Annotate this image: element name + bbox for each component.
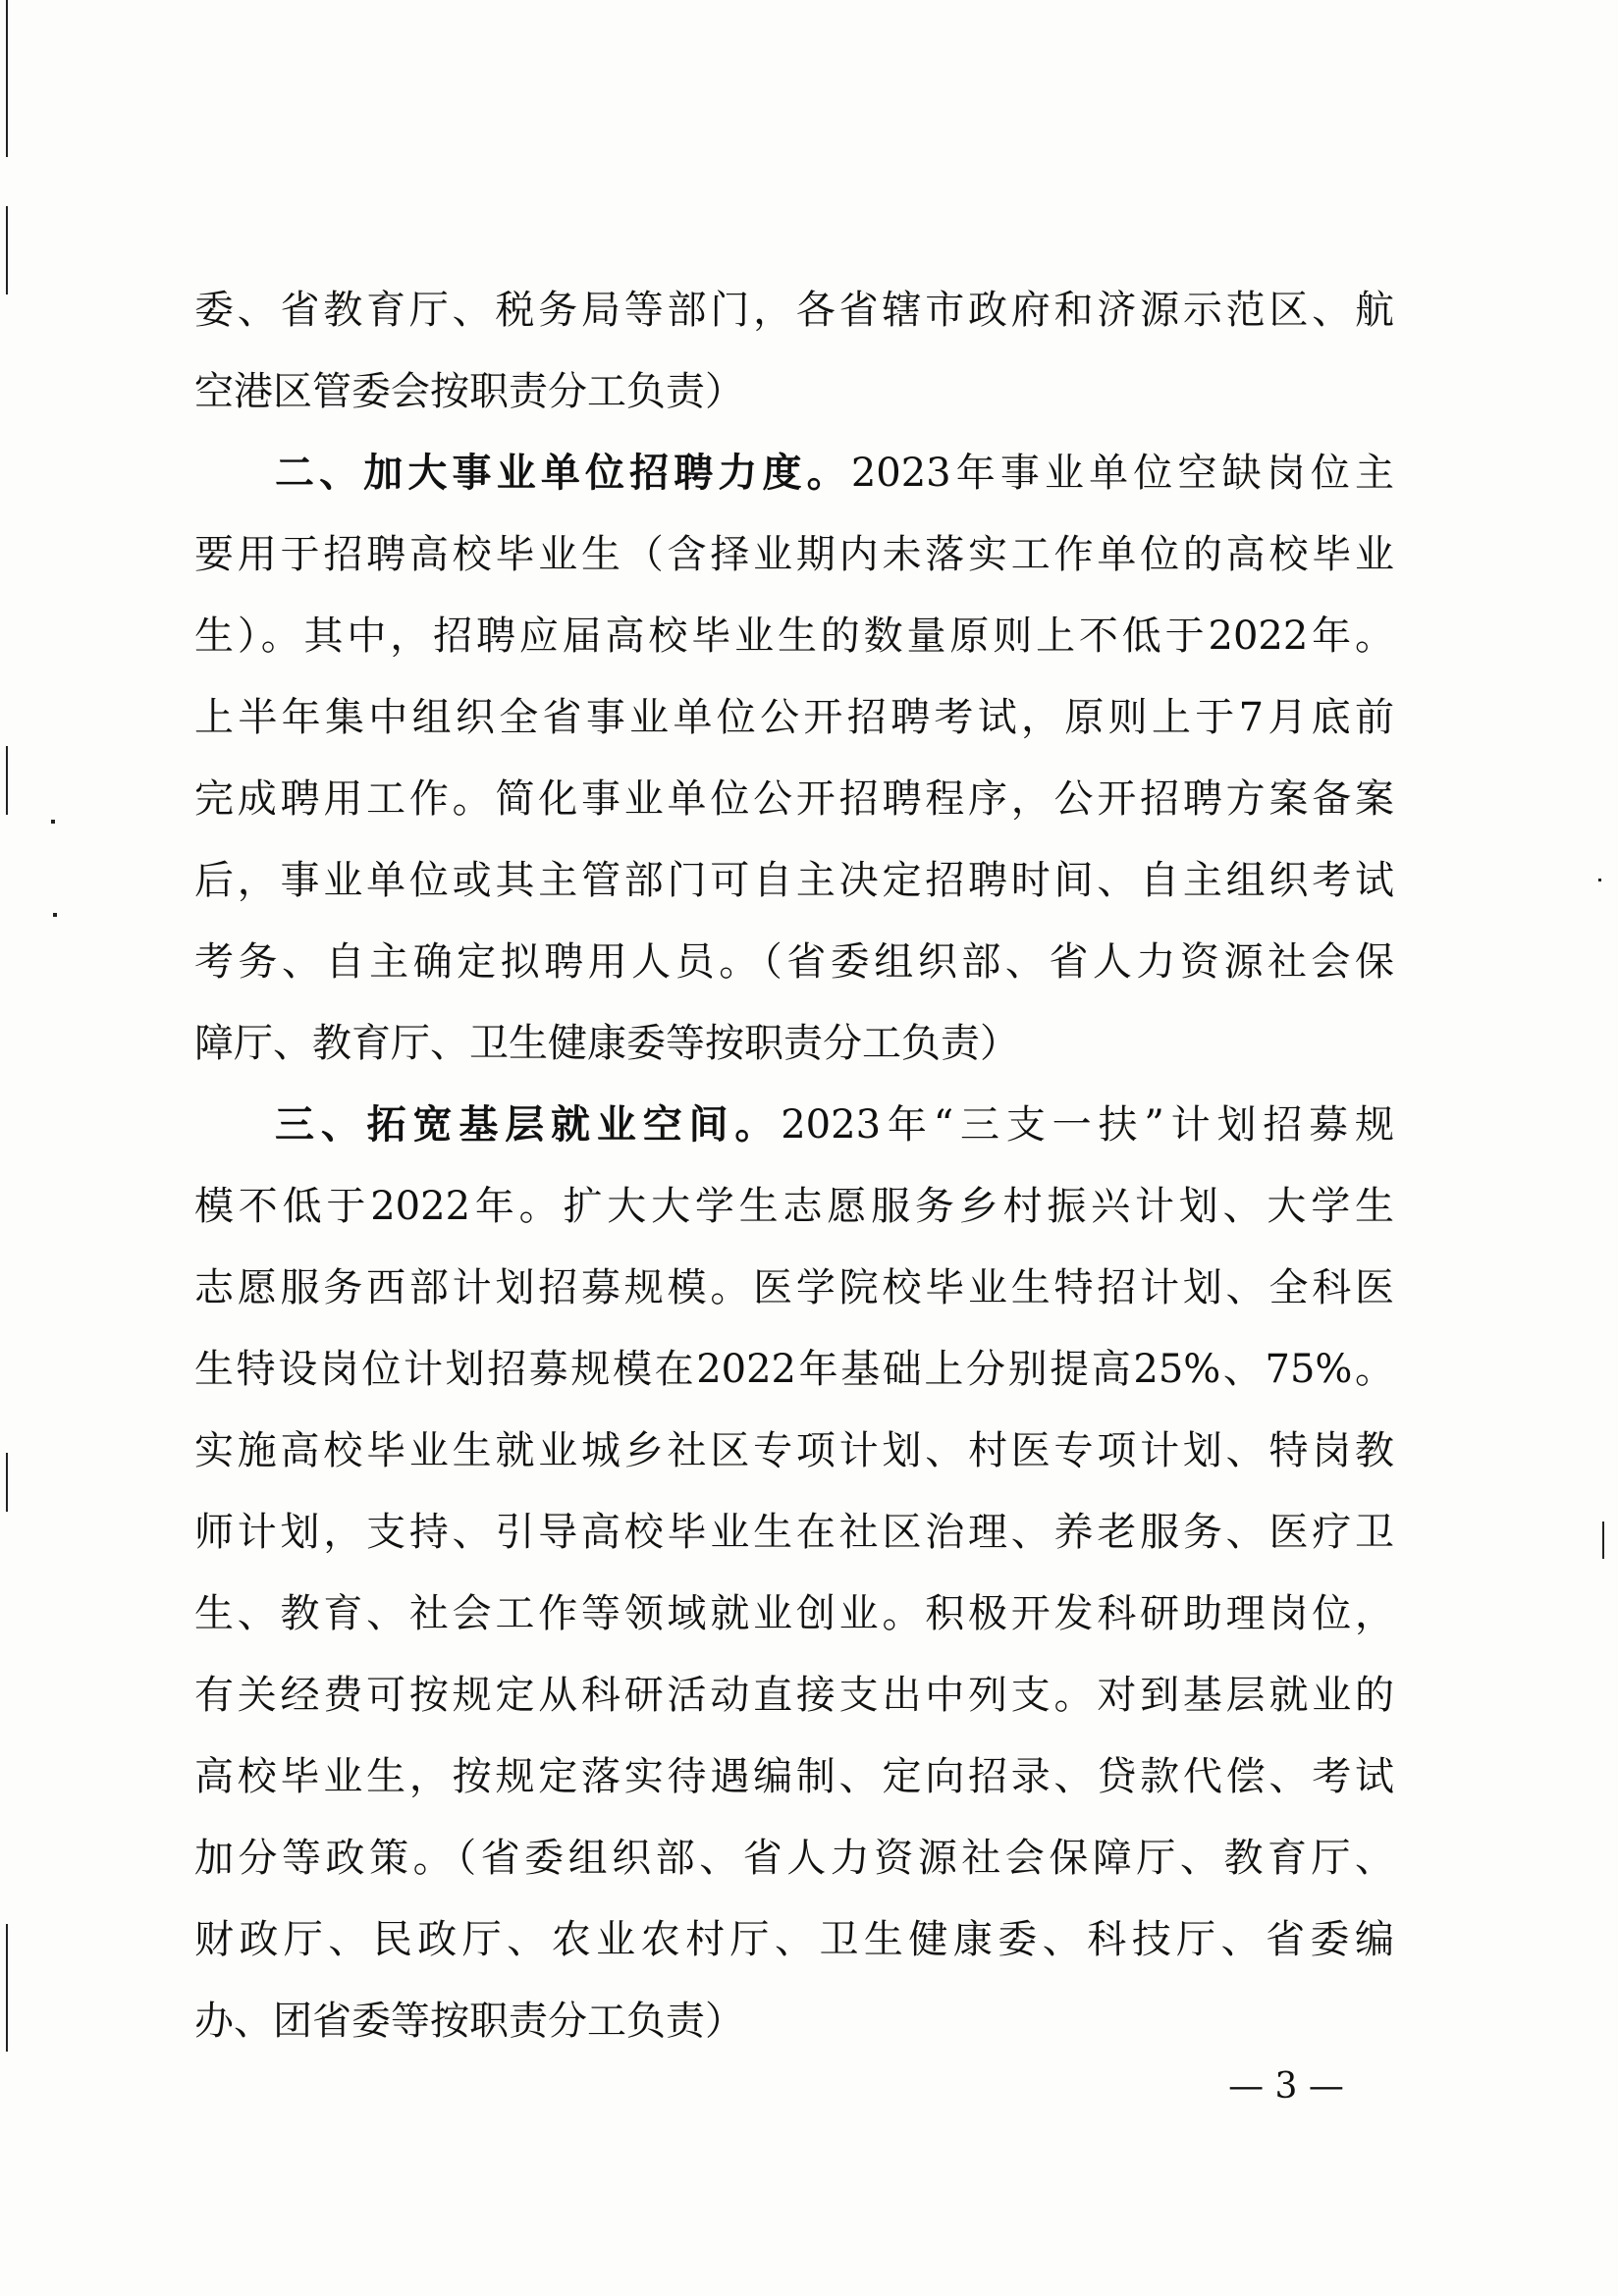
body-line: 考务、自主确定拟聘用人员。（省委组织部、省人力资源社会保 [194,939,1394,985]
scan-dot [51,820,55,824]
scan-dot [1598,879,1601,881]
section-3-first-line [194,1085,1394,1166]
body-line: 生）。其中，招聘应届高校毕业生的数量原则上不低于2022年。 [194,614,1394,659]
scan-edge-mark [6,1453,8,1512]
body-line: 实施高校毕业生就业城乡社区专项计划、村医专项计划、特岗教 [194,1428,1394,1473]
body-line: 办、团省委等按职责分工负责） [194,1999,744,2044]
body-line: 上半年集中组织全省事业单位公开招聘考试，原则上于7月底前 [194,695,1394,740]
body-line: 财政厅、民政厅、农业农村厅、卫生健康委、科技厅、省委编 [194,1917,1394,1962]
section-3-heading: 三、拓宽基层就业空间。 [275,1102,782,1148]
body-line: 模不低于2022年。扩大大学生志愿服务乡村振兴计划、大学生 [194,1184,1394,1229]
scan-edge-mark [6,746,8,815]
body-line: 完成聘用工作。简化事业单位公开招聘程序，公开招聘方案备案 [194,776,1394,822]
scan-edge-mark [6,0,8,157]
section-2-lead-text: 2023年事业单位空缺岗位主 [850,451,1395,496]
body-line: 空港区管委会按职责分工负责） [194,369,744,414]
section-3-lead-text: 2023年“三支一扶”计划招募规 [781,1102,1394,1148]
section-2-first-line [194,433,1394,514]
body-line: 生、教育、社会工作等领域就业创业。积极开发科研助理岗位， [194,1591,1394,1636]
body-line: 加分等政策。（省委组织部、省人力资源社会保障厅、教育厅、 [194,1836,1394,1881]
body-line: 有关经费可按规定从科研活动直接支出中列支。对到基层就业的 [194,1673,1394,1718]
scan-edge-mark [6,206,8,294]
body-line: 要用于招聘高校毕业生（含择业期内未落实工作单位的高校毕业 [194,532,1394,577]
section-2-heading: 二、加大事业单位招聘力度。 [275,451,851,496]
scan-dot [53,913,57,917]
body-line: 高校毕业生，按规定落实待遇编制、定向招录、贷款代偿、考试 [194,1754,1394,1799]
page-number: — 3 — [1228,2066,1344,2107]
body-line: 生特设岗位计划招募规模在2022年基础上分别提高25%、75%。 [194,1347,1394,1392]
scan-edge-mark [1602,1522,1604,1559]
scan-edge-mark [6,1924,8,2052]
document-body [194,270,1394,2062]
body-line: 志愿服务西部计划招募规模。医学院校毕业生特招计划、全科医 [194,1265,1394,1310]
body-line: 师计划，支持、引导高校毕业生在社区治理、养老服务、医疗卫 [194,1510,1394,1555]
body-line: 委、省教育厅、税务局等部门，各省辖市政府和济源示范区、航 [194,288,1394,333]
body-line: 障厅、教育厅、卫生健康委等按职责分工负责） [194,1021,1019,1066]
body-line: 后，事业单位或其主管部门可自主决定招聘时间、自主组织考试 [194,858,1394,903]
